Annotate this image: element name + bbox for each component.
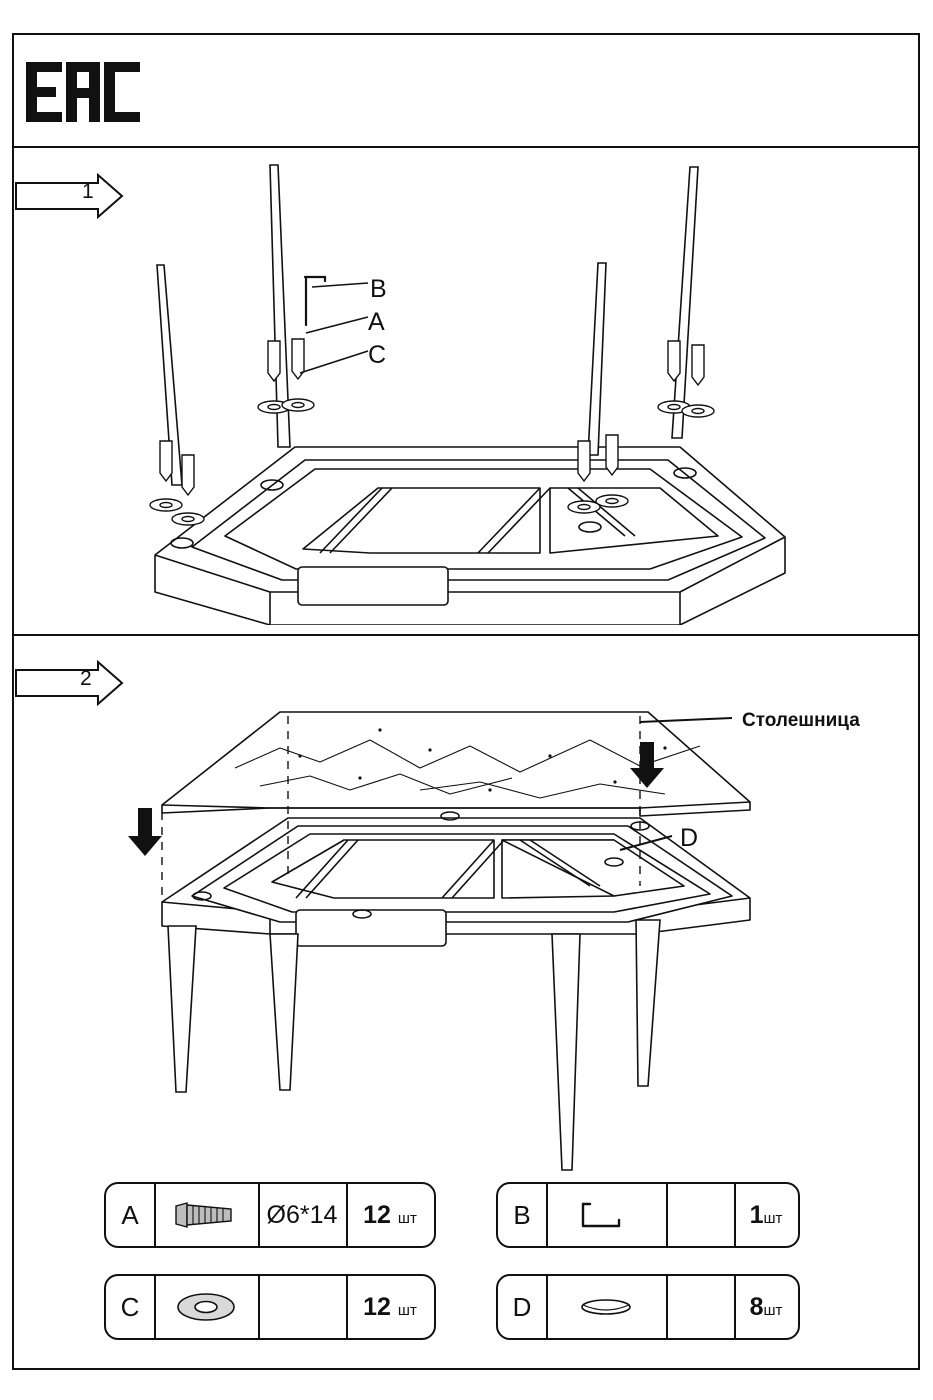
screw-icon	[154, 1184, 258, 1246]
callout-label-c: C	[368, 341, 387, 369]
parts-row-c	[104, 1274, 436, 1340]
callout-label-a: A	[368, 308, 385, 336]
part-b-spec	[666, 1184, 734, 1246]
washer-icon	[154, 1276, 258, 1338]
step-2-illustration	[120, 690, 840, 1180]
parts-row-d	[496, 1274, 800, 1340]
part-b-qty-value: 1	[749, 1200, 764, 1229]
part-d-qty-value: 8	[749, 1292, 764, 1321]
parts-row-b	[496, 1182, 800, 1248]
felt-pad-icon	[546, 1276, 666, 1338]
part-d-spec	[666, 1276, 734, 1338]
part-d-letter: D	[512, 1291, 532, 1322]
callout-label-d: D	[680, 824, 699, 852]
part-a-letter: A	[121, 1199, 139, 1230]
part-c-spec	[258, 1276, 346, 1338]
part-b-qty	[734, 1184, 798, 1246]
step-1-arrow	[14, 173, 124, 219]
part-d-qty	[734, 1276, 798, 1338]
callout-label-tabletop: Столешница	[742, 710, 860, 731]
parts-row-a	[104, 1182, 436, 1248]
step-2-number: 2	[80, 667, 92, 690]
divider-step1-step2	[12, 634, 920, 636]
eac-certification-mark	[26, 62, 226, 122]
step-2-arrow	[14, 660, 124, 706]
step-1-number: 1	[82, 180, 94, 203]
part-a-qty-unit: шт	[397, 1209, 417, 1227]
part-a-qty	[346, 1184, 434, 1246]
part-c-letter: C	[120, 1291, 140, 1322]
part-c-qty-value: 12	[363, 1292, 391, 1321]
callout-label-b: B	[370, 275, 387, 303]
part-c-qty-unit: шт	[397, 1301, 417, 1319]
divider-header	[12, 146, 920, 148]
part-c-qty	[346, 1276, 434, 1338]
step-1-illustration	[120, 155, 820, 625]
part-b-qty-unit: шт	[763, 1209, 783, 1227]
allen-key-icon	[546, 1184, 666, 1246]
part-a-spec: Ø6*14	[266, 1200, 338, 1229]
part-a-qty-value: 12	[363, 1200, 391, 1229]
part-b-letter: B	[513, 1199, 531, 1230]
part-d-qty-unit: шт	[763, 1301, 783, 1319]
